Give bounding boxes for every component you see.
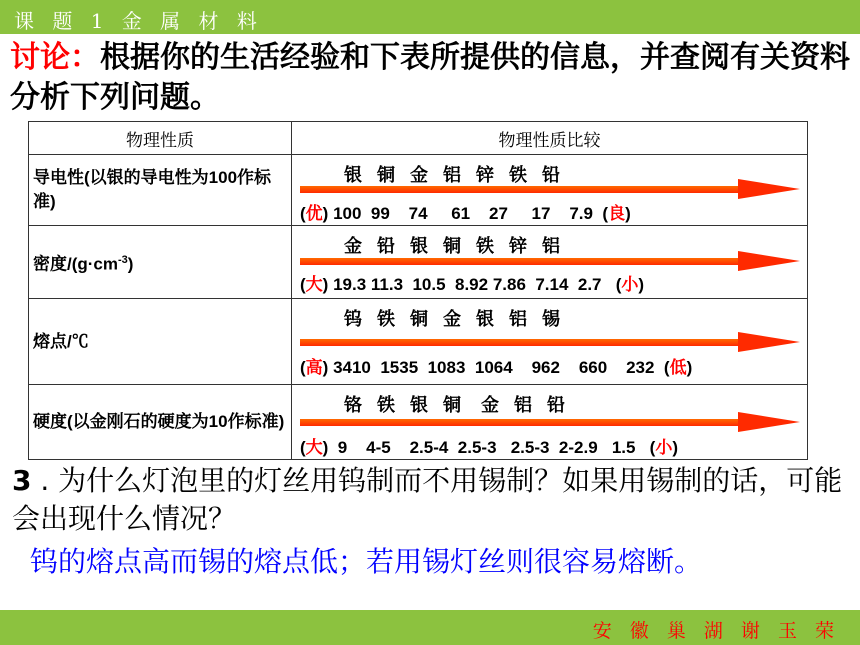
comparison-cell <box>292 299 808 385</box>
author-credit: 安 徽 巢 湖 谢 玉 荣 <box>592 620 840 642</box>
metal-order: 铬 铁 银 铜 金 铝 铅 <box>344 395 566 415</box>
arrow-indicator <box>300 418 790 426</box>
table-header-row <box>29 122 808 155</box>
arrow-indicator <box>300 338 790 346</box>
metal-order: 金 铅 银 铜 铁 锌 铝 <box>344 236 561 256</box>
column-header-property: 物理性质 <box>29 122 292 155</box>
table-row <box>29 299 808 385</box>
discussion-text: 根据你的生活经验和下表所提供的信息，并查阅有关资料分析下列问题。 <box>10 40 850 115</box>
question-3: 3 . 为什么灯泡里的灯丝用钨制而不用锡制？如果用锡制的话，可能会出现什么情况？ <box>12 464 843 535</box>
table-row <box>29 385 808 460</box>
property-cell: 密度$/(g\cdot cm^{-3})$ <box>29 226 292 299</box>
discussion-label: 讨论： <box>10 40 100 75</box>
comparison-cell <box>292 155 808 226</box>
table-row <box>29 155 808 226</box>
arrow-indicator <box>300 185 790 193</box>
property-cell: 熔点/℃ <box>29 299 292 385</box>
property-cell: 硬度(以金刚石的硬度为10作标准) <box>29 385 292 460</box>
answer-text: 钨的熔点高而锡的熔点低；若用锡灯丝则很容易熔断。 <box>30 545 703 578</box>
comparison-cell <box>292 226 808 299</box>
value-sequence: (优) 100 99 74 61 27 17 7.9 (良) <box>300 204 631 223</box>
metal-order: 银 铜 金 铝 锌 铁 铅 <box>344 165 561 185</box>
value-sequence: (大) 19.3 11.3 10.5 8.92 7.86 7.14 2.7 (小) <box>300 275 645 294</box>
physical-properties-table <box>28 121 808 460</box>
value-sequence: (高) 3410 1535 1083 1064 962 660 232 (低) <box>300 358 693 377</box>
bottom-banner <box>0 610 860 645</box>
metal-order: 钨 铁 铜 金 银 铝 锡 <box>344 309 561 329</box>
comparison-cell <box>292 385 808 460</box>
value-sequence: (大) 9 4-5 2.5-4 2.5-3 2.5-3 2-2.9 1.5 (小) <box>300 438 678 457</box>
column-header-comparison: 物理性质比较 <box>292 122 808 155</box>
property-cell: 导电性(以银的导电性为100作标准) <box>29 155 292 226</box>
top-banner <box>0 0 860 34</box>
table-row <box>29 226 808 299</box>
lesson-title: 课 题 1 金 属 材 料 <box>14 9 263 33</box>
discussion-heading <box>10 38 855 118</box>
arrow-indicator <box>300 257 790 265</box>
